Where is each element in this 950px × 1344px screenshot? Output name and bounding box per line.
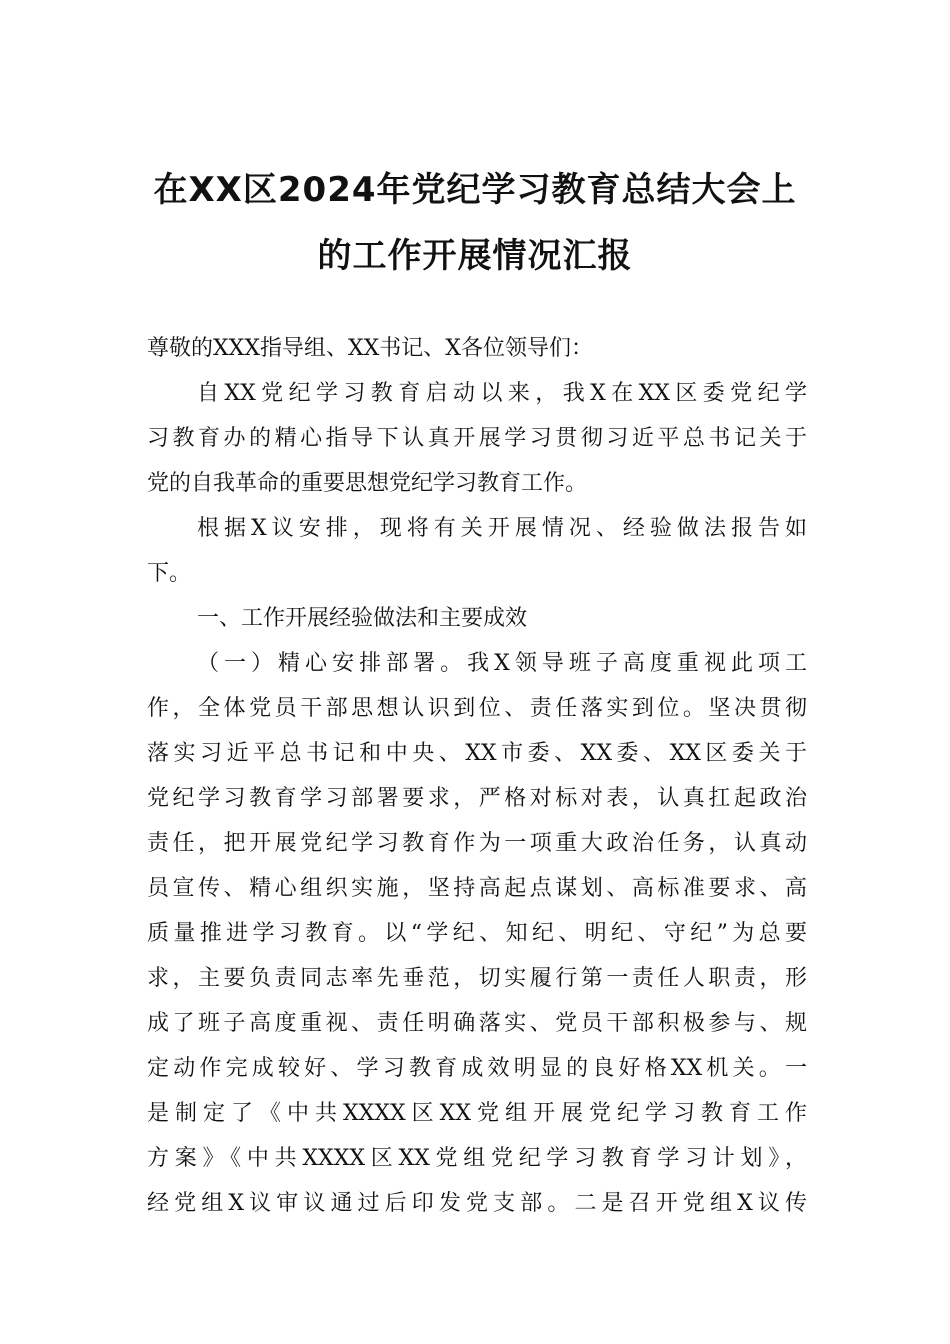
paragraph-line: 落实习近平总书记和中央、XX市委、XX委、XX区委关于 — [147, 741, 807, 766]
paragraph-line: 根据X议安排，现将有关开展情况、经验做法报告如 — [197, 516, 807, 541]
paragraph-line: 方案》《中共XXXX区XX党组党纪学习教育学习计划》， — [147, 1146, 807, 1171]
document-title-line-2: 的工作开展情况汇报 — [317, 236, 633, 276]
salutation: 尊敬的XXX指导组、XX书记、X各位领导们： — [147, 336, 593, 361]
paragraph-line: 自XX党纪学习教育启动以来，我X在XX区委党纪学 — [197, 381, 807, 406]
paragraph-line: 员宣传、精心组织实施，坚持高起点谋划、高标准要求、高 — [147, 876, 807, 901]
paragraph-line: （一）精心安排部署。我X领导班子高度重视此项工 — [197, 651, 807, 676]
paragraph-line: 作，全体党员干部思想认识到位、责任落实到位。坚决贯彻 — [147, 696, 807, 721]
paragraph-line: 定动作完成较好、学习教育成效明显的良好格XX机关。一 — [147, 1056, 807, 1081]
paragraph-line: 质量推进学习教育。以“学纪、知纪、明纪、守纪”为总要 — [147, 921, 807, 946]
paragraph-line: 下。 — [147, 561, 192, 586]
document-title-line-1: 在XX区2024年党纪学习教育总结大会上 — [153, 170, 797, 210]
paragraph-line: 党的自我革命的重要思想党纪学习教育工作。 — [147, 471, 588, 496]
paragraph-line: 党纪学习教育学习部署要求，严格对标对表，认真扛起政治 — [147, 786, 807, 811]
paragraph-line: 成了班子高度重视、责任明确落实、党员干部积极参与、规 — [147, 1011, 807, 1036]
paragraph-line: 责任，把开展党纪学习教育作为一项重大政治任务，认真动 — [147, 831, 807, 856]
paragraph-line: 是制定了《中共XXXX区XX党组开展党纪学习教育工作 — [147, 1101, 807, 1126]
paragraph-line: 习教育办的精心指导下认真开展学习贯彻习近平总书记关于 — [147, 426, 807, 451]
paragraph-line: 求，主要负责同志率先垂范，切实履行第一责任人职责，形 — [147, 966, 807, 991]
paragraph-line: 经党组X议审议通过后印发党支部。二是召开党组X议传 — [147, 1191, 807, 1216]
section-heading: 一、工作开展经验做法和主要成效 — [197, 606, 528, 631]
